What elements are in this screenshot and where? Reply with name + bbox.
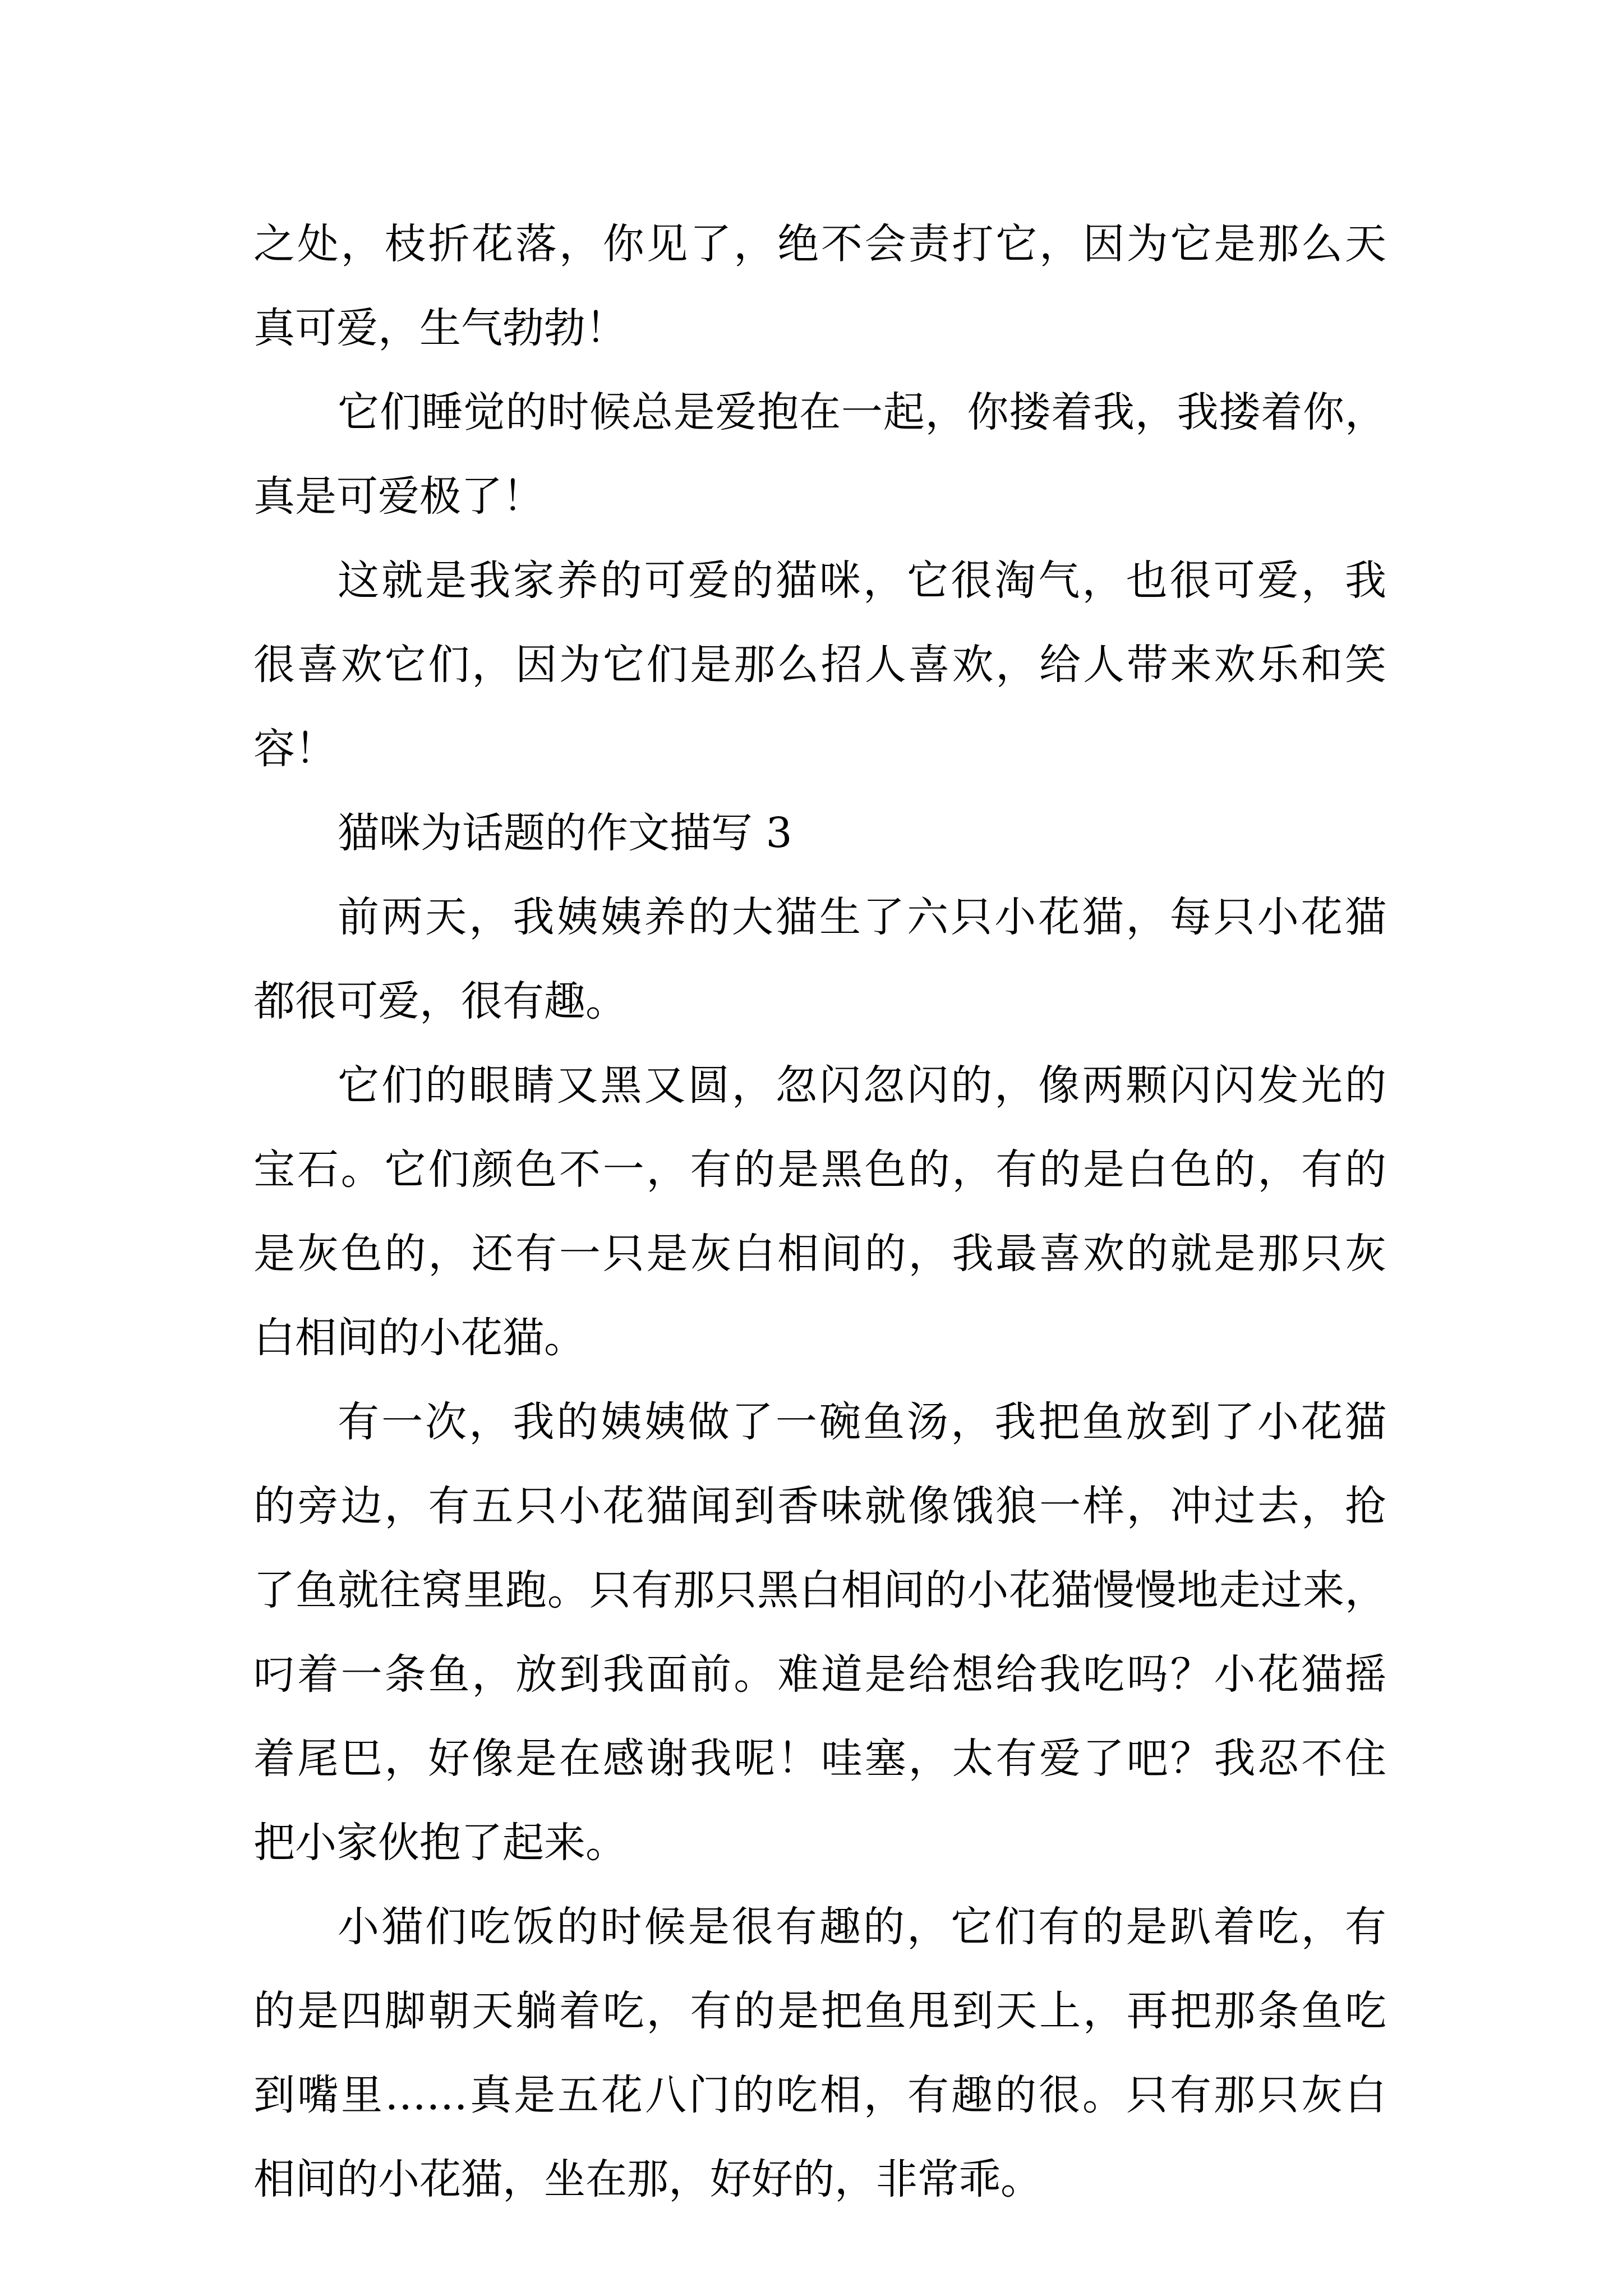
text-line: 了鱼就往窝里跑。只有那只黑白相间的小花猫慢慢地走过来， <box>253 1566 1386 1614</box>
text-line: 前两天，我姨姨养的大猫生了六只小花猫，每只小花猫 <box>338 893 1386 941</box>
text-line: 之处，枝折花落，你见了，绝不会责打它，因为它是那么天 <box>253 220 1386 268</box>
text-line: 真可爱，生气勃勃！ <box>253 304 627 352</box>
text-line: 是灰色的，还有一只是灰白相间的，我最喜欢的就是那只灰 <box>253 1230 1386 1278</box>
text-line: 很喜欢它们，因为它们是那么招人喜欢，给人带来欢乐和笑 <box>253 641 1386 689</box>
text-line: 它们睡觉的时候总是爱抱在一起，你搂着我，我搂着你， <box>338 388 1386 436</box>
text-line: 的是四脚朝天躺着吃，有的是把鱼甩到天上，再把那条鱼吃 <box>253 1987 1386 2035</box>
text-line: 有一次，我的姨姨做了一碗鱼汤，我把鱼放到了小花猫 <box>338 1398 1386 1446</box>
section-heading: 猫咪为话题的作文描写 3 <box>338 809 792 857</box>
text-line: 叼着一条鱼，放到我面前。难道是给想给我吃吗？小花猫摇 <box>253 1650 1386 1699</box>
text-line: 到嘴里……真是五花八门的吃相，有趣的很。只有那只灰白 <box>253 2071 1386 2119</box>
text-line: 宝石。它们颜色不一，有的是黑色的，有的是白色的，有的 <box>253 1145 1386 1194</box>
text-line: 它们的眼睛又黑又圆，忽闪忽闪的，像两颗闪闪发光的 <box>338 1061 1386 1110</box>
text-line: 这就是我家养的可爱的猫咪，它很淘气，也很可爱，我 <box>338 556 1386 605</box>
text-line: 着尾巴，好像是在感谢我呢！哇塞，太有爱了吧？我忍不住 <box>253 1734 1386 1783</box>
text-line: 容！ <box>253 725 336 773</box>
text-line: 真是可爱极了！ <box>253 472 544 521</box>
text-line: 小猫们吃饭的时候是很有趣的，它们有的是趴着吃，有 <box>338 1903 1386 1951</box>
text-line: 把小家伙抱了起来。 <box>253 1819 627 1867</box>
text-line: 的旁边，有五只小花猫闻到香味就像饿狼一样，冲过去，抢 <box>253 1482 1386 1530</box>
text-line: 白相间的小花猫。 <box>253 1314 585 1362</box>
text-line: 都很可爱，很有趣。 <box>253 977 627 1025</box>
text-line: 相间的小花猫，坐在那，好好的，非常乖。 <box>253 2155 1042 2203</box>
